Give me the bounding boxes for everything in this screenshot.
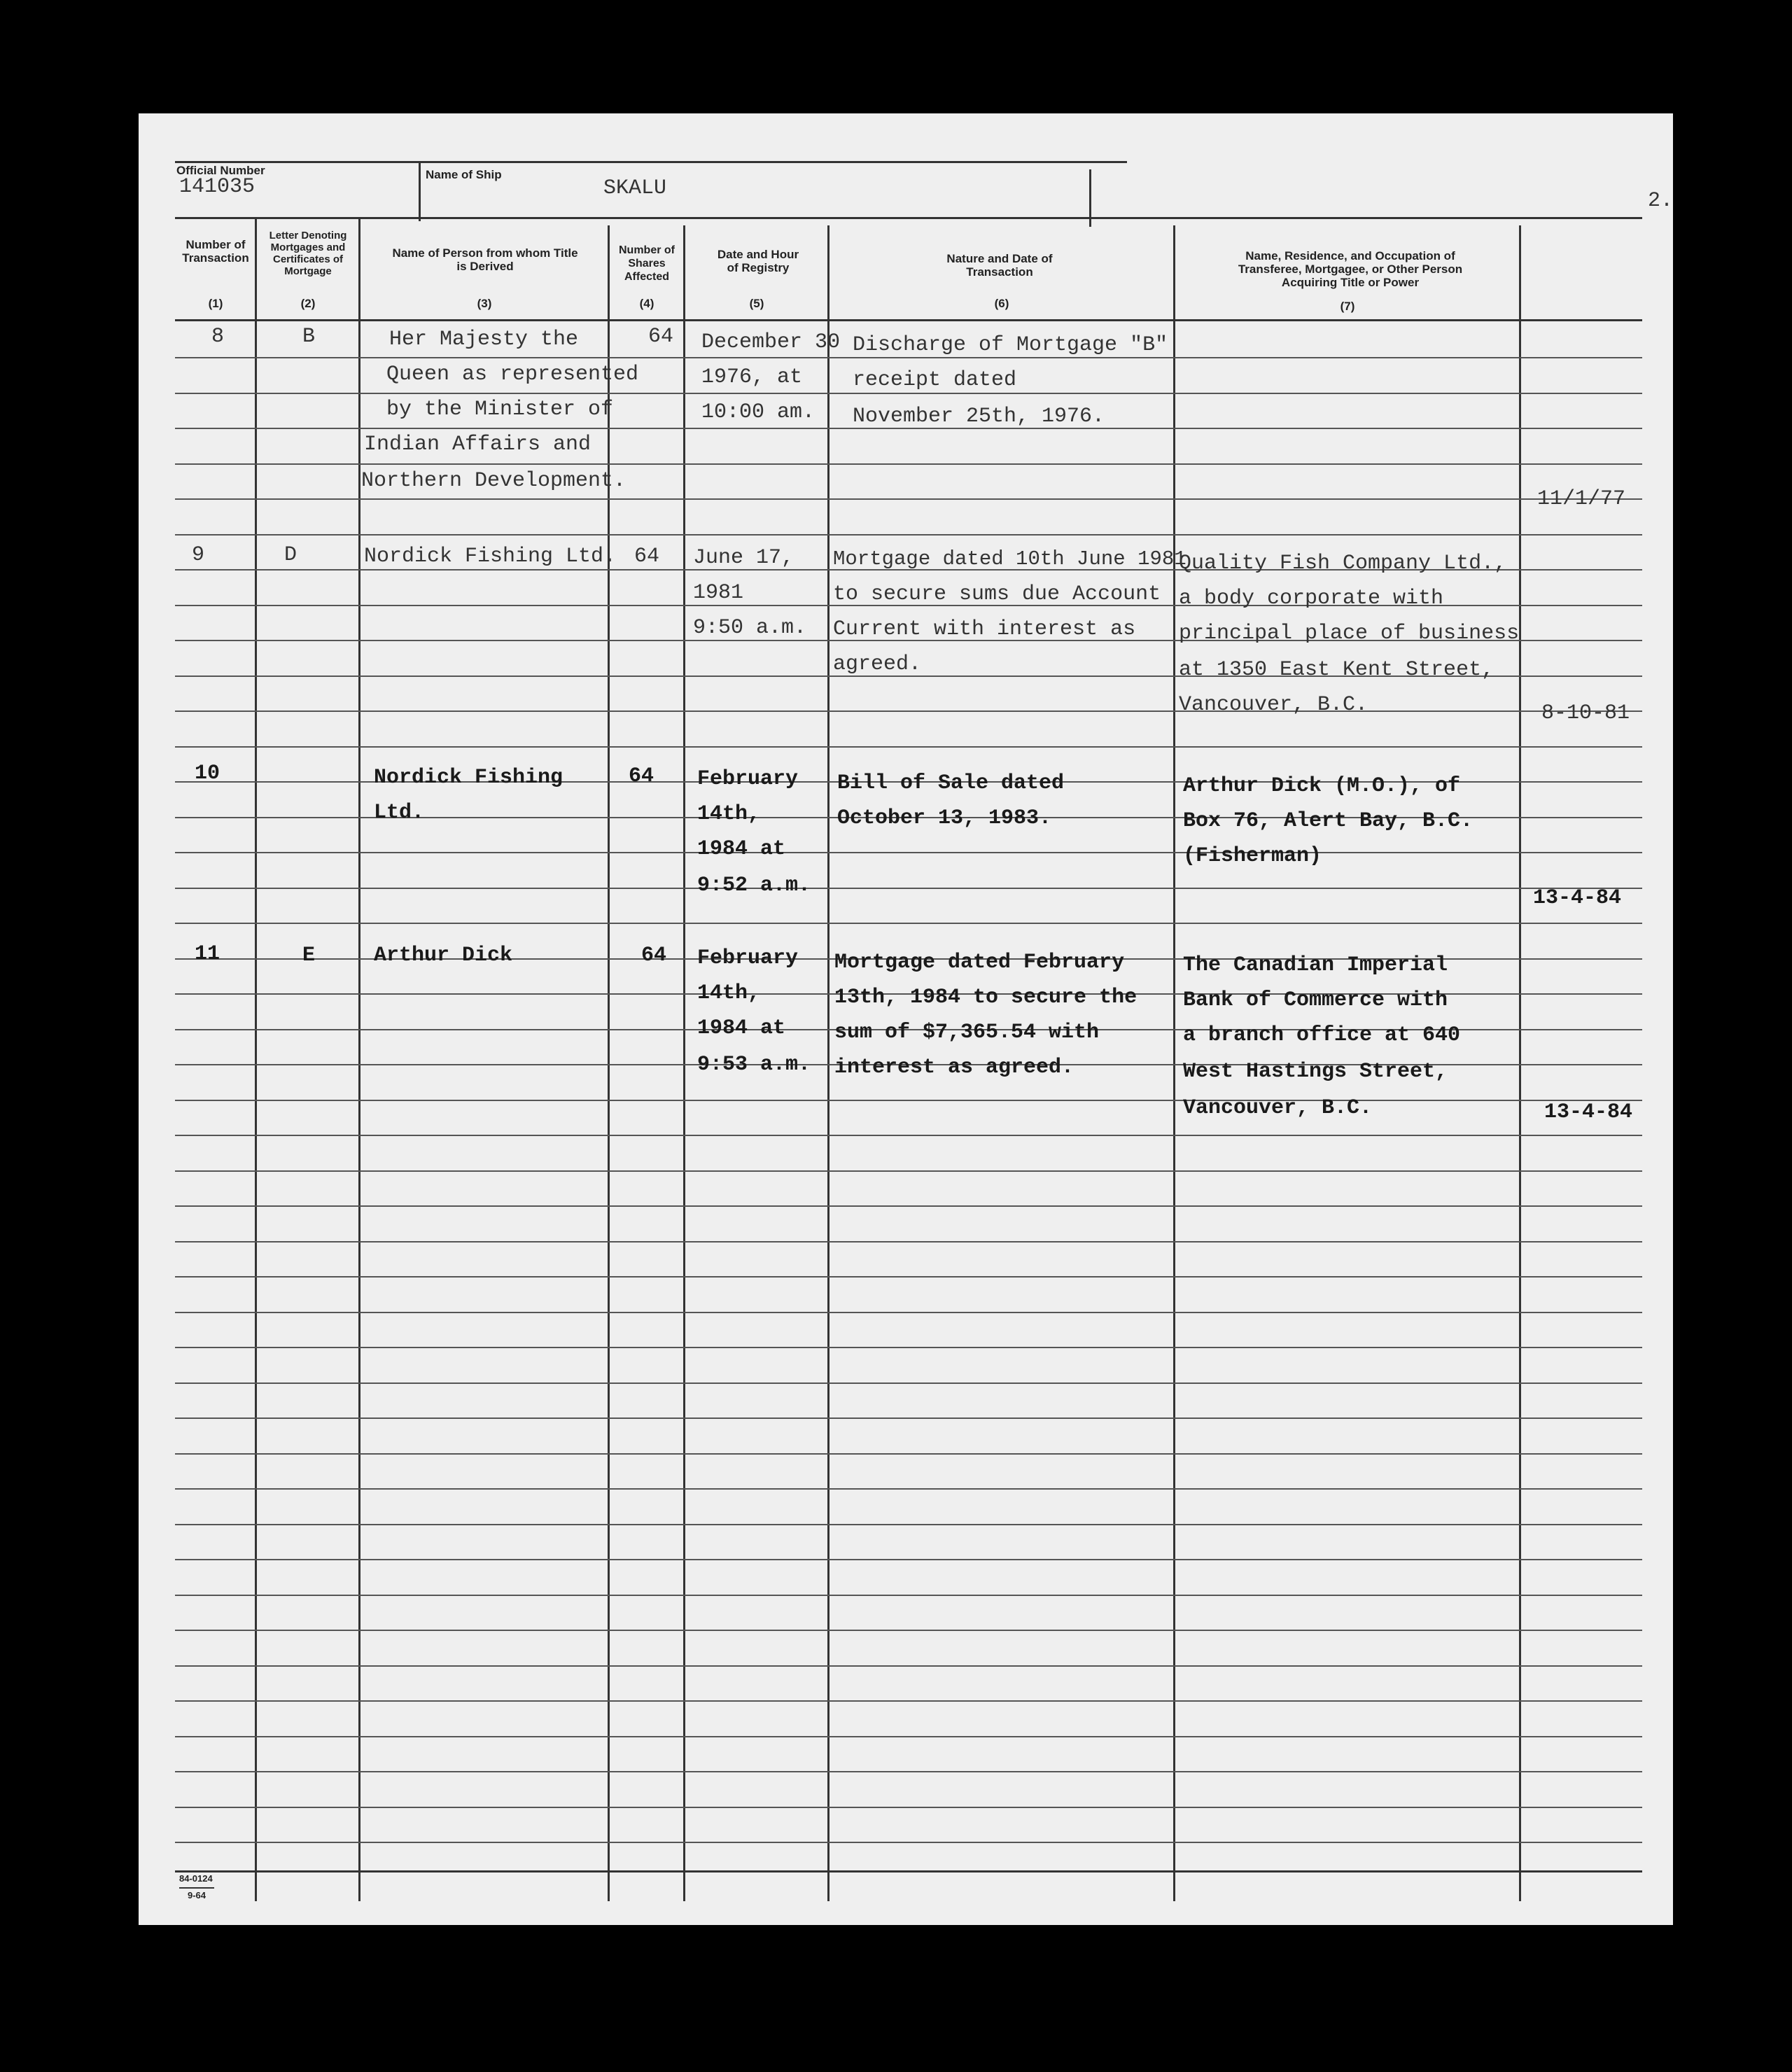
ship-box-left-line bbox=[419, 161, 421, 221]
ruled-line bbox=[175, 1312, 1642, 1313]
entry-10-recorded: 13-4-84 bbox=[1533, 886, 1622, 910]
ruled-line bbox=[175, 1665, 1642, 1667]
entry-11-to-2: Bank of Commerce with bbox=[1183, 988, 1448, 1012]
form-date: 9-64 bbox=[188, 1890, 206, 1900]
col-header-1: Number of Transaction bbox=[182, 238, 249, 265]
entry-8-nature-2: receipt dated bbox=[853, 368, 1017, 392]
ruled-line bbox=[175, 1771, 1642, 1772]
entry-9-to-5: Vancouver, B.C. bbox=[1179, 693, 1368, 717]
entry-11-nature-1: Mortgage dated February bbox=[834, 951, 1125, 974]
ruled-line bbox=[175, 498, 1642, 500]
entry-11-to-5: Vancouver, B.C. bbox=[1183, 1096, 1373, 1120]
col-header-7: Name, Residence, and Occupation of Transferee, Mortgagee, or Other Person Acquiring Title or Power bbox=[1238, 249, 1463, 289]
col-line-1 bbox=[255, 217, 257, 1901]
ruled-line bbox=[175, 1241, 1642, 1242]
entry-9-date-2: 1981 bbox=[693, 581, 744, 605]
col-line-7 bbox=[1519, 225, 1521, 1901]
entry-8-nature-3: November 25th, 1976. bbox=[853, 405, 1105, 428]
entry-8-date-1: December 30 bbox=[701, 330, 841, 354]
form-number-divider bbox=[179, 1887, 214, 1889]
ruled-line bbox=[175, 534, 1642, 536]
ruled-line bbox=[175, 1842, 1642, 1843]
col-line-2 bbox=[358, 217, 360, 1901]
entry-9-nature-4: agreed. bbox=[833, 652, 922, 676]
entry-10-shares: 64 bbox=[629, 764, 654, 788]
entry-9-to-2: a body corporate with bbox=[1179, 587, 1444, 610]
entry-8-nature-1: Discharge of Mortgage "B" bbox=[853, 333, 1168, 357]
ruled-line bbox=[175, 1630, 1642, 1631]
entry-8-number: 8 bbox=[211, 325, 225, 349]
entry-11-to-3: a branch office at 640 bbox=[1183, 1023, 1461, 1047]
entry-8-from-4: Indian Affairs and bbox=[364, 433, 592, 456]
entry-11-nature-2: 13th, 1984 to secure the bbox=[834, 986, 1138, 1009]
col-number-1: (1) bbox=[208, 297, 223, 310]
entry-8-shares: 64 bbox=[648, 325, 674, 349]
entry-9-date-1: June 17, bbox=[693, 546, 794, 570]
col-number-7: (7) bbox=[1340, 300, 1355, 313]
ruled-line bbox=[175, 1418, 1642, 1419]
entry-10-nature-2: October 13, 1983. bbox=[837, 806, 1052, 830]
col-header-4: Number of Shares Affected bbox=[619, 244, 675, 283]
col-header-6: Nature and Date of Transaction bbox=[946, 252, 1053, 279]
header-top-line bbox=[175, 161, 1127, 163]
col-line-6 bbox=[1173, 225, 1175, 1901]
entry-8-from-3: by the Minister of bbox=[386, 398, 614, 421]
entry-8-date-2: 1976, at bbox=[701, 365, 803, 389]
entry-11-nature-3: sum of $7,365.54 with bbox=[834, 1021, 1100, 1044]
ship-name: SKALU bbox=[603, 176, 667, 200]
ruled-line bbox=[175, 888, 1642, 889]
entry-9-number: 9 bbox=[192, 543, 205, 567]
entry-11-letter: E bbox=[302, 944, 316, 967]
entry-10-from-2: Ltd. bbox=[374, 801, 425, 825]
ruled-line bbox=[175, 1170, 1642, 1172]
entry-11-shares: 64 bbox=[641, 944, 667, 967]
col-number-4: (4) bbox=[639, 297, 654, 310]
col-line-5 bbox=[827, 225, 830, 1901]
ruled-line bbox=[175, 1276, 1642, 1278]
entry-11-number: 11 bbox=[195, 942, 220, 966]
ruled-line bbox=[175, 746, 1642, 748]
ruled-line bbox=[175, 1700, 1642, 1702]
entry-9-to-4: at 1350 East Kent Street, bbox=[1179, 658, 1494, 682]
entry-11-to-1: The Canadian Imperial bbox=[1183, 953, 1448, 977]
ship-name-label: Name of Ship bbox=[426, 168, 502, 181]
page-number: 2. bbox=[1648, 189, 1674, 213]
entry-10-to-3: (Fisherman) bbox=[1183, 844, 1322, 868]
entry-10-date-1: February bbox=[697, 767, 799, 791]
table-top-line bbox=[175, 217, 1642, 219]
table-bottom-line bbox=[175, 1870, 1642, 1872]
ruled-line bbox=[175, 1524, 1642, 1525]
entry-8-from-2: Queen as represented bbox=[386, 363, 639, 386]
entry-11-from-1: Arthur Dick bbox=[374, 944, 513, 967]
ruled-line bbox=[175, 1205, 1642, 1207]
col-header-2: Letter Denoting Mortgages and Certificates of Mortgage bbox=[269, 230, 347, 277]
ruled-line bbox=[175, 1382, 1642, 1384]
entry-9-nature-2: to secure sums due Account bbox=[833, 582, 1161, 606]
ruled-line bbox=[175, 1736, 1642, 1737]
form-number: 84-0124 bbox=[179, 1873, 213, 1884]
ruled-line bbox=[175, 1453, 1642, 1455]
entry-9-letter: D bbox=[284, 543, 298, 567]
entry-8-from-5: Northern Development. bbox=[361, 469, 626, 493]
entry-11-date-4: 9:53 a.m. bbox=[697, 1053, 811, 1077]
entry-8-date-3: 10:00 am. bbox=[701, 400, 816, 424]
col-header-3: Name of Person from whom Title is Derived bbox=[392, 246, 578, 273]
entry-11-date-2: 14th, bbox=[697, 981, 761, 1005]
entry-10-from-1: Nordick Fishing bbox=[374, 766, 564, 790]
col-number-3: (3) bbox=[477, 297, 492, 310]
entry-11-recorded: 13-4-84 bbox=[1544, 1100, 1633, 1124]
entry-10-to-2: Box 76, Alert Bay, B.C. bbox=[1183, 809, 1474, 833]
register-page bbox=[139, 113, 1673, 1925]
entry-9-date-3: 9:50 a.m. bbox=[693, 616, 807, 640]
ruled-line bbox=[175, 1135, 1642, 1136]
header-bottom-line bbox=[175, 319, 1642, 321]
ruled-line bbox=[175, 1347, 1642, 1348]
entry-11-nature-4: interest as agreed. bbox=[834, 1056, 1074, 1079]
ruled-line bbox=[175, 357, 1642, 358]
ruled-line bbox=[175, 463, 1642, 465]
entry-10-to-1: Arthur Dick (M.O.), of bbox=[1183, 774, 1461, 798]
entry-9-to-3: principal place of business bbox=[1179, 622, 1520, 645]
ruled-line bbox=[175, 1595, 1642, 1596]
entry-9-to-1: Quality Fish Company Ltd., bbox=[1179, 552, 1507, 575]
ruled-line bbox=[175, 852, 1642, 853]
entry-10-date-3: 1984 at bbox=[697, 837, 786, 861]
ruled-line bbox=[175, 1807, 1642, 1808]
ruled-line bbox=[175, 1488, 1642, 1490]
entry-11-to-4: West Hastings Street, bbox=[1183, 1060, 1448, 1084]
entry-10-date-4: 9:52 a.m. bbox=[697, 874, 811, 897]
ruled-line bbox=[175, 393, 1642, 394]
col-number-5: (5) bbox=[749, 297, 764, 310]
entry-9-from-1: Nordick Fishing Ltd. bbox=[364, 545, 617, 568]
official-number-label: Official Number bbox=[176, 164, 265, 177]
entry-9-nature-1: Mortgage dated 10th June 1981 bbox=[833, 547, 1186, 570]
entry-9-recorded: 8-10-81 bbox=[1541, 701, 1630, 725]
entry-10-number: 10 bbox=[195, 762, 220, 785]
col-number-6: (6) bbox=[994, 297, 1009, 310]
col-header-5: Date and Hour of Registry bbox=[717, 248, 799, 274]
entry-10-date-2: 14th, bbox=[697, 802, 761, 826]
ruled-line bbox=[175, 1100, 1642, 1101]
ruled-line bbox=[175, 710, 1642, 712]
official-number: 141035 bbox=[179, 175, 255, 199]
entry-8-recorded: 11/1/77 bbox=[1537, 487, 1626, 511]
entry-11-date-3: 1984 at bbox=[697, 1016, 786, 1040]
col-number-2: (2) bbox=[300, 297, 316, 310]
entry-10-nature-1: Bill of Sale dated bbox=[837, 771, 1065, 795]
entry-11-date-1: February bbox=[697, 946, 799, 970]
entry-9-shares: 64 bbox=[634, 545, 660, 568]
entry-8-from-1: Her Majesty the bbox=[389, 328, 579, 351]
entry-8-letter: B bbox=[302, 325, 316, 349]
entry-9-nature-3: Current with interest as bbox=[833, 617, 1136, 641]
ruled-line bbox=[175, 1559, 1642, 1560]
col-line-4 bbox=[683, 225, 685, 1901]
ruled-line bbox=[175, 923, 1642, 924]
